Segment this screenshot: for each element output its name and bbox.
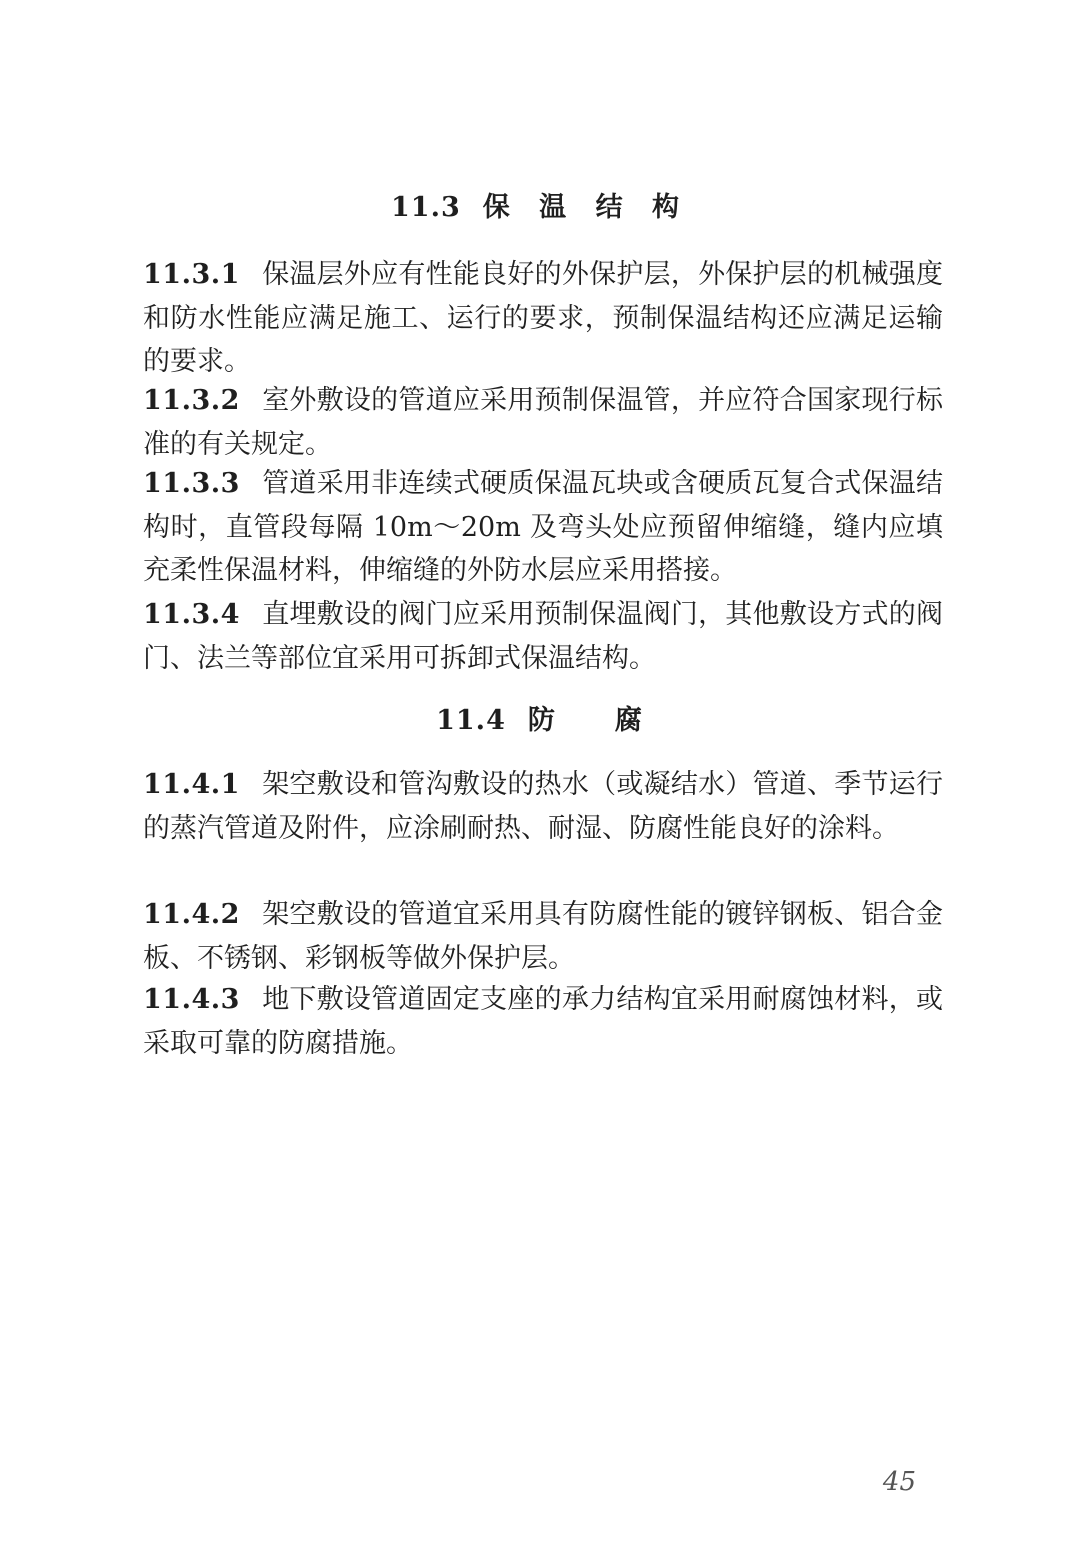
clause-11-3-3 [143, 462, 943, 593]
section-heading-11-3 [0, 188, 1080, 228]
clause-11-3-4 [143, 593, 943, 680]
section-number: 11.4 [436, 705, 506, 736]
clause-text: 室外敷设的管道应采用预制保温管，并应符合国家现行标准的有关规定。 [143, 385, 943, 460]
clause-text: 管道采用非连续式硬质保温瓦块或含硬质瓦复合式保温结构时，直管段每隔 10m～20m 及弯头处应预留伸缩缝，缝内应填充柔性保温材料，伸缩缝的外防水层应采用搭接。 [143, 468, 943, 587]
clause-11-3-2 [143, 379, 943, 466]
clause-text: 保温层外应有性能良好的外保护层，外保护层的机械强度和防水性能应满足施工、运行的要求，预制保温结构还应满足运输的要求。 [143, 259, 943, 378]
section-heading-11-4 [0, 701, 1080, 741]
section-number: 11.3 [391, 192, 461, 223]
clause-text: 架空敷设和管沟敷设的热水（或凝结水）管道、季节运行的蒸汽管道及附件，应涂刷耐热、耐湿、防腐性能良好的涂料。 [143, 769, 943, 844]
section-title: 防 腐 [527, 705, 644, 736]
clause-text: 直埋敷设的阀门应采用预制保温阀门，其他敷设方式的阀门、法兰等部位宜采用可拆卸式保温结构。 [143, 599, 943, 674]
clause-number: 11.4.1 [143, 769, 240, 800]
section-title: 保 温 结 构 [482, 192, 689, 223]
clause-text: 架空敷设的管道宜采用具有防腐性能的镀锌钢板、铝合金板、不锈钢、彩钢板等做外保护层。 [143, 899, 943, 974]
clause-number: 11.3.1 [143, 259, 240, 290]
clause-11-4-2 [143, 893, 943, 980]
clause-number: 11.3.2 [143, 385, 240, 416]
clause-number: 11.4.3 [143, 984, 240, 1015]
clause-number: 11.3.3 [143, 468, 240, 499]
clause-number: 11.3.4 [143, 599, 240, 630]
clause-11-3-1 [143, 253, 943, 384]
clause-text: 地下敷设管道固定支座的承力结构宜采用耐腐蚀材料，或采取可靠的防腐措施。 [143, 984, 943, 1059]
page-number: 45 [882, 1467, 916, 1497]
clause-11-4-3 [143, 978, 943, 1065]
clause-number: 11.4.2 [143, 899, 240, 930]
clause-11-4-1 [143, 763, 943, 850]
